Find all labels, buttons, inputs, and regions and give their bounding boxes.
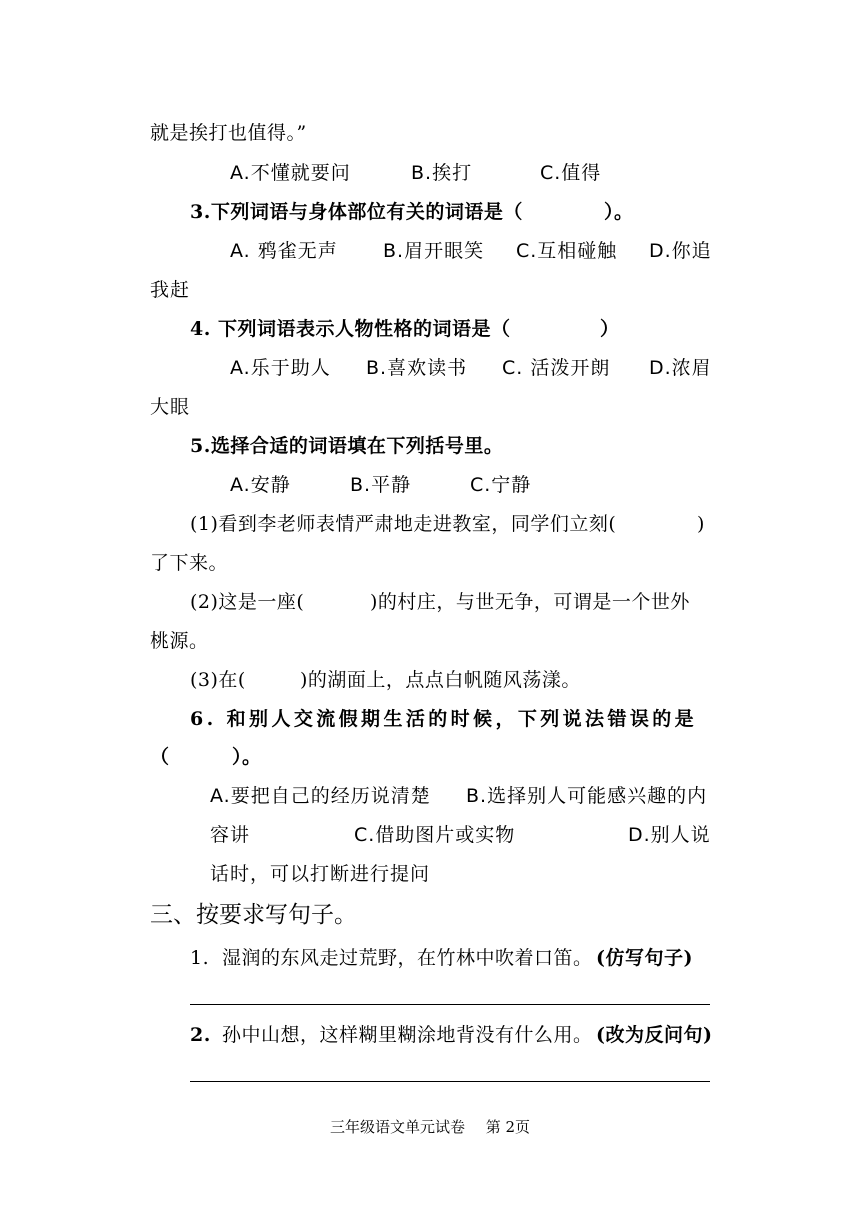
q3-option-d-wrap: 我赶 [150,279,191,301]
answer-line-2[interactable] [190,1081,710,1082]
q6-option-a: A.要把自己的经历说清楚 [210,785,431,807]
q4-option-c: C. 活泼开朗 [502,357,611,379]
q6-open-paren: （ [150,746,170,768]
answer-line-1[interactable] [190,1004,710,1005]
s3-item-2-number: 2. [190,1024,211,1046]
q5-item-1-wrap: 了下来。 [150,552,229,574]
q4-stem: 4. 下列词语表示人物性格的词语是（ [190,318,511,340]
q5-option-a: A.安静 [230,474,291,496]
q2-option-a: A.不懂就要问 [230,162,351,184]
q6-option-d-wrap: 话时，可以打断进行提问 [210,863,431,885]
q5-item-2-wrap: 桃源。 [150,630,209,652]
q4-option-d-wrap: 大眼 [150,396,191,418]
q6-option-d: D.别人说 [628,824,711,846]
q3-option-c: C.互相碰触 [516,240,618,262]
q2-option-c: C.值得 [540,162,602,184]
q4-option-a: A.乐于助人 [230,357,331,379]
s3-item-2-text: 孙中山想，这样糊里糊涂地背没有什么用。 [222,1024,593,1046]
question-continuation: 就是挨打也值得。” [150,122,307,144]
q3-option-d: D.你追 [649,240,712,262]
q4-option-b: B.喜欢读书 [366,357,468,379]
footer-title: 三年级语文单元试卷 [329,1118,465,1136]
q2-option-b: B.挨打 [411,162,473,184]
q5-option-c: C.宁静 [470,474,532,496]
s3-item-1-instruction: (仿写句子) [596,947,693,969]
q4-close-paren: ） [600,318,620,340]
q3-option-a: A. 鸦雀无声 [230,240,338,262]
q3-close-paren: ）。 [604,201,634,223]
q6-option-b-wrap: 容讲 [210,824,251,846]
q6-option-b: B.选择别人可能感兴趣的内 [466,785,708,807]
q5-item-3: (3)在( [190,669,246,691]
q3-option-b: B.眉开眼笑 [383,240,485,262]
q6-option-c: C.借助图片或实物 [354,824,516,846]
s3-item-1-text: 湿润的东风走过荒野，在竹林中吹着口笛。 [222,947,593,969]
page-footer [0,1117,860,1137]
s3-item-1-number: 1. [190,947,210,969]
q6-close-paren: ）。 [232,746,262,768]
q6-stem: 6. 和别人交流假期生活的时候，下列说法错误的是 [190,708,698,730]
q3-stem: 3.下列词语与身体部位有关的词语是（ [190,201,523,223]
q5-item-1-close: ) [697,513,705,535]
q4-option-d: D.浓眉 [649,357,712,379]
q5-item-3-rest: )的湖面上，点点白帆随风荡漾。 [300,669,581,691]
q5-item-1: (1)看到李老师表情严肃地走进教室，同学们立刻( [190,513,617,535]
q5-item-2: (2)这是一座( [190,591,305,613]
q5-stem: 5.选择合适的词语填在下列括号里。 [190,435,504,457]
q5-option-b: B.平静 [350,474,412,496]
footer-page-number: 第 2页 [485,1118,531,1136]
q5-item-2-rest: )的村庄，与世无争，可谓是一个世外 [370,591,690,613]
s3-item-2-instruction: (改为反问句) [596,1024,713,1046]
section-heading: 三、按要求写句子。 [150,902,357,928]
